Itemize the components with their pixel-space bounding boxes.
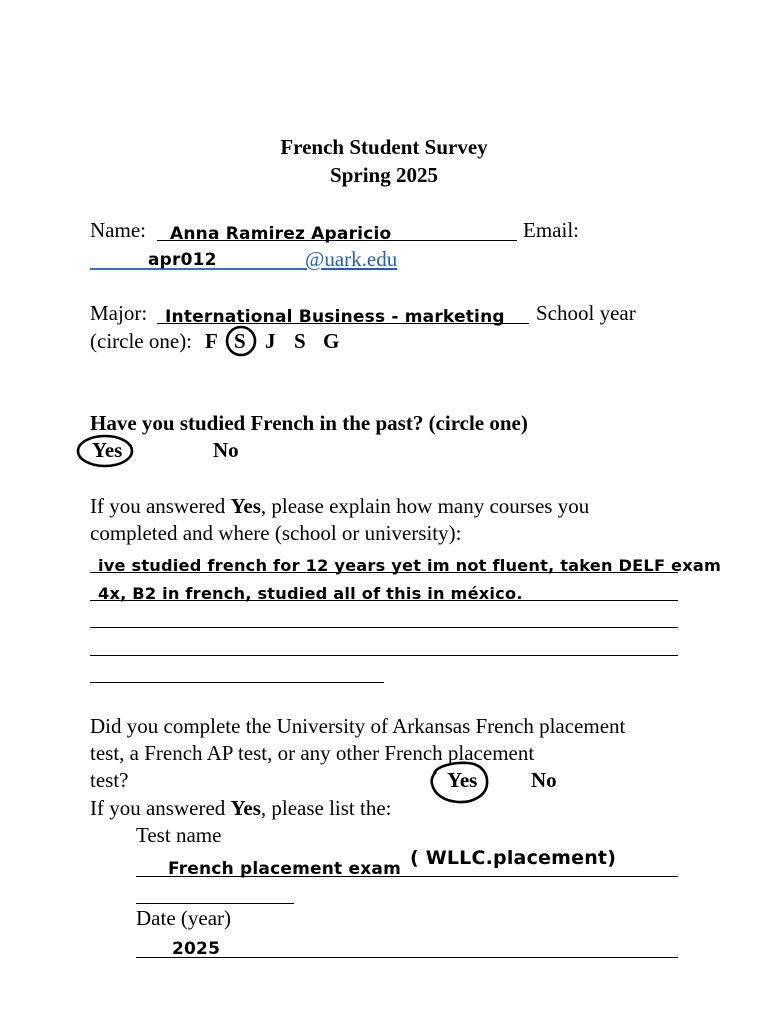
email-label: Email:	[523, 218, 579, 242]
question-explain-courses-line2: completed and where (school or university):	[90, 521, 462, 545]
name-value: Anna Ramirez Aparicio	[170, 224, 392, 244]
question-placement-line3: test?	[90, 768, 129, 792]
name-label: Name:	[90, 218, 146, 242]
q3-no-option[interactable]: No	[531, 768, 557, 792]
test-name-parenthetical: ( WLLC.placement)	[410, 847, 617, 869]
date-value: 2025	[172, 939, 221, 959]
email-user-value: apr012	[148, 250, 217, 270]
question-list-details	[90, 796, 392, 820]
q4-yes: Yes	[230, 796, 261, 820]
year-option-j[interactable]: J	[265, 329, 276, 353]
q1-no-option[interactable]: No	[213, 438, 239, 462]
date-label: Date (year)	[136, 906, 232, 930]
q2-rest: , please explain how many courses you	[260, 494, 590, 518]
circle-one-label: (circle one):	[90, 329, 193, 353]
q2-yes: Yes	[230, 494, 261, 518]
major-value: International Business - marketing	[165, 307, 505, 327]
survey-subtitle: Spring 2025	[330, 163, 438, 187]
q3-yes-option[interactable]: Yes	[447, 768, 478, 792]
q3-yes-circle	[428, 760, 492, 806]
year-option-f[interactable]: F	[205, 329, 218, 353]
answer-text-2: 4x, B2 in french, studied all of this in méxico.	[98, 584, 523, 603]
year-option-g[interactable]: G	[323, 329, 340, 353]
year-option-s[interactable]: S	[294, 329, 306, 353]
test-name-value: French placement exam	[168, 859, 401, 879]
answer-line-4	[90, 655, 678, 656]
question-placement-line1: Did you complete the University of Arkansas French placement	[90, 714, 626, 738]
answer-line-3	[90, 627, 678, 628]
answer-text-1: ive studied french for 12 years yet im not fluent, taken DELF exam	[98, 556, 722, 575]
major-label: Major:	[90, 301, 148, 325]
question-studied-french: Have you studied French in the past? (circle one)	[90, 411, 528, 435]
test-name-label: Test name	[136, 823, 222, 847]
q4-prefix: If you answered	[90, 796, 226, 820]
email-domain-link[interactable]: @uark.edu	[305, 247, 398, 271]
answer-line-5	[90, 682, 384, 683]
question-placement-line2: test, a French AP test, or any other French placement	[90, 741, 535, 765]
question-explain-courses	[90, 494, 589, 518]
q1-yes-option[interactable]: Yes	[92, 438, 123, 462]
school-year-label: School year	[536, 301, 636, 325]
test-name-line-2	[136, 903, 294, 904]
q4-rest: , please list the:	[260, 796, 392, 820]
year-selection-circle	[224, 325, 258, 359]
year-option-s-selected[interactable]: S	[234, 329, 246, 353]
survey-title: French Student Survey	[280, 135, 488, 159]
q2-prefix: If you answered	[90, 494, 226, 518]
q1-yes-circle	[76, 432, 136, 472]
